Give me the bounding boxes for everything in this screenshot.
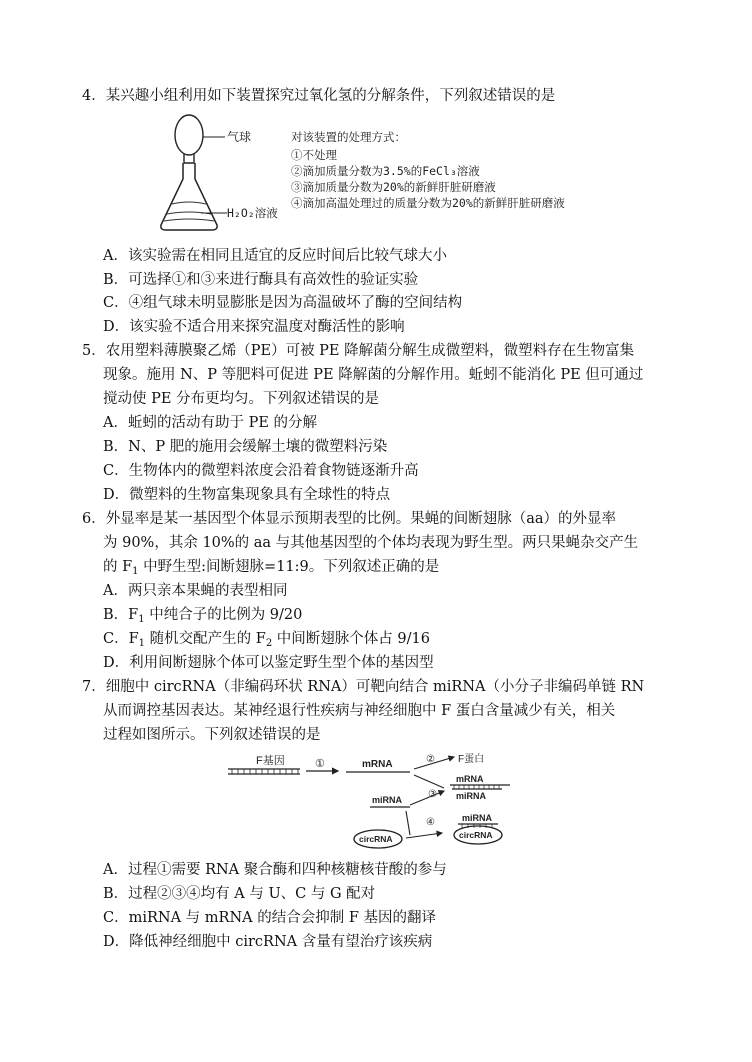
bound-mirna-label: miRNA [462, 813, 493, 823]
q7-stem-line2: 从而调控基因表达。某神经退行性疾病与神经细胞中 F 蛋白含量减少有关，相关 [103, 703, 616, 719]
q4-option-a[interactable]: A．该实验需在相同且适宜的反应时间后比较气球大小 [103, 248, 447, 264]
q4-apparatus-figure [155, 113, 625, 235]
q5-stem-line3: 搅动使 PE 分布更均匀。下列叙述错误的是 [103, 391, 380, 407]
q5-option-b[interactable]: B．N、P 肥的施用会缓解土壤的微塑料污染 [103, 439, 388, 455]
balloon-label: 气球 [227, 130, 252, 144]
q4-stem: 4．某兴趣小组利用如下装置探究过氧化氢的分解条件，下列叙述错误的是 [82, 88, 556, 104]
q7-option-a[interactable]: A．过程①需要 RNA 聚合酶和四种核糖核苷酸的参与 [103, 862, 447, 878]
treatment-title: 对该装置的处理方式： [291, 130, 406, 144]
duplex-mirna-label: miRNA [456, 791, 487, 801]
q6-option-d[interactable]: D．利用间断翅脉个体可以鉴定野生型个体的基因型 [103, 655, 434, 671]
q6-stem-line2: 为 90%，其余 10%的 aa 与其他基因型的个体均表现为野生型。两只果蝇杂交产生 [103, 535, 639, 551]
q7-stem-line3: 过程如图所示。下列叙述错误的是 [103, 727, 321, 743]
q5-option-d[interactable]: D．微塑料的生物富集现象具有全球性的特点 [103, 487, 391, 503]
q6-option-b[interactable]: B．$F_1$ 中纯合子的比例为 9/20 [103, 607, 303, 625]
solution-label: H₂O₂溶液 [227, 206, 278, 220]
q4-option-c[interactable]: C．④组气球未明显膨胀是因为高温破坏了酶的空间结构 [103, 295, 463, 311]
protein-label: F蛋白 [458, 754, 485, 765]
step2-label: ② [426, 754, 435, 765]
q5-stem-line1: 5．农用塑料薄膜聚乙烯（PE）可被 PE 降解菌分解生成微塑料，微塑料存在生物富集 [82, 343, 635, 359]
flask-balloon-diagram [155, 113, 295, 235]
q5-option-c[interactable]: C．生物体内的微塑料浓度会沿着食物链逐渐升高 [103, 463, 419, 479]
treatment-2: ②滴加质量分数为3.5%的FeCl₃溶液 [291, 164, 480, 178]
q4-option-b[interactable]: B．可选择①和③来进行酶具有高效性的验证实验 [103, 272, 419, 288]
step1-label: ① [315, 757, 325, 770]
q7-option-d[interactable]: D．降低神经细胞中 circRNA 含量有望治疗该疾病 [103, 934, 433, 950]
q6-stem-line1: 6．外显率是某一基因型个体显示预期表型的比例。果蝇的间断翅脉（aa）的外显率 [82, 511, 617, 527]
treatment-1: ①不处理 [291, 148, 337, 162]
treatment-4: ④滴加高温处理过的质量分数为20%的新鲜肝脏研磨液 [291, 196, 565, 210]
bound-circrna-label: circRNA [459, 830, 493, 840]
q4-option-d[interactable]: D．该实验不适合用来探究温度对酶活性的影响 [103, 319, 405, 335]
q6-option-a[interactable]: A．两只亲本果蝇的表型相同 [103, 583, 288, 599]
rna-process-diagram [228, 753, 528, 851]
mrna-label: mRNA [362, 759, 393, 770]
balloon-shape [175, 115, 203, 155]
q7-rna-process-figure [228, 753, 528, 851]
q5-option-a[interactable]: A．蚯蚓的活动有助于 PE 的分解 [103, 415, 318, 431]
q6-stem-line3: 的 $F_1$ 中野生型:间断翅脉=11:9。下列叙述正确的是 [103, 559, 440, 577]
q5-stem-line2: 现象。施用 N、P 等肥料可促进 PE 降解菌的分解作用。蚯蚓不能消化 PE 但可通过 [103, 367, 644, 383]
q7-option-b[interactable]: B．过程②③④均有 A 与 U、C 与 G 配对 [103, 886, 376, 902]
q7-stem-line1: 7．细胞中 circRNA（非编码环状 RNA）可靶向结合 miRNA（小分子非编码单链 RN [82, 679, 645, 695]
step3-label: ③ [428, 789, 437, 800]
mirna-label: miRNA [372, 795, 403, 805]
step4-label: ④ [426, 817, 435, 828]
circrna-label: circRNA [359, 834, 393, 844]
q7-option-c[interactable]: C．miRNA 与 mRNA 的结合会抑制 F 基因的翻译 [103, 910, 436, 926]
treatment-3: ③滴加质量分数为20%的新鲜肝脏研磨液 [291, 180, 496, 194]
duplex-mrna-label: mRNA [456, 774, 484, 784]
gene-label: F基因 [256, 755, 285, 767]
q6-option-c[interactable]: C．$F_1$ 随机交配产生的 $F_2$ 中间断翅脉个体占 9/16 [103, 631, 430, 649]
